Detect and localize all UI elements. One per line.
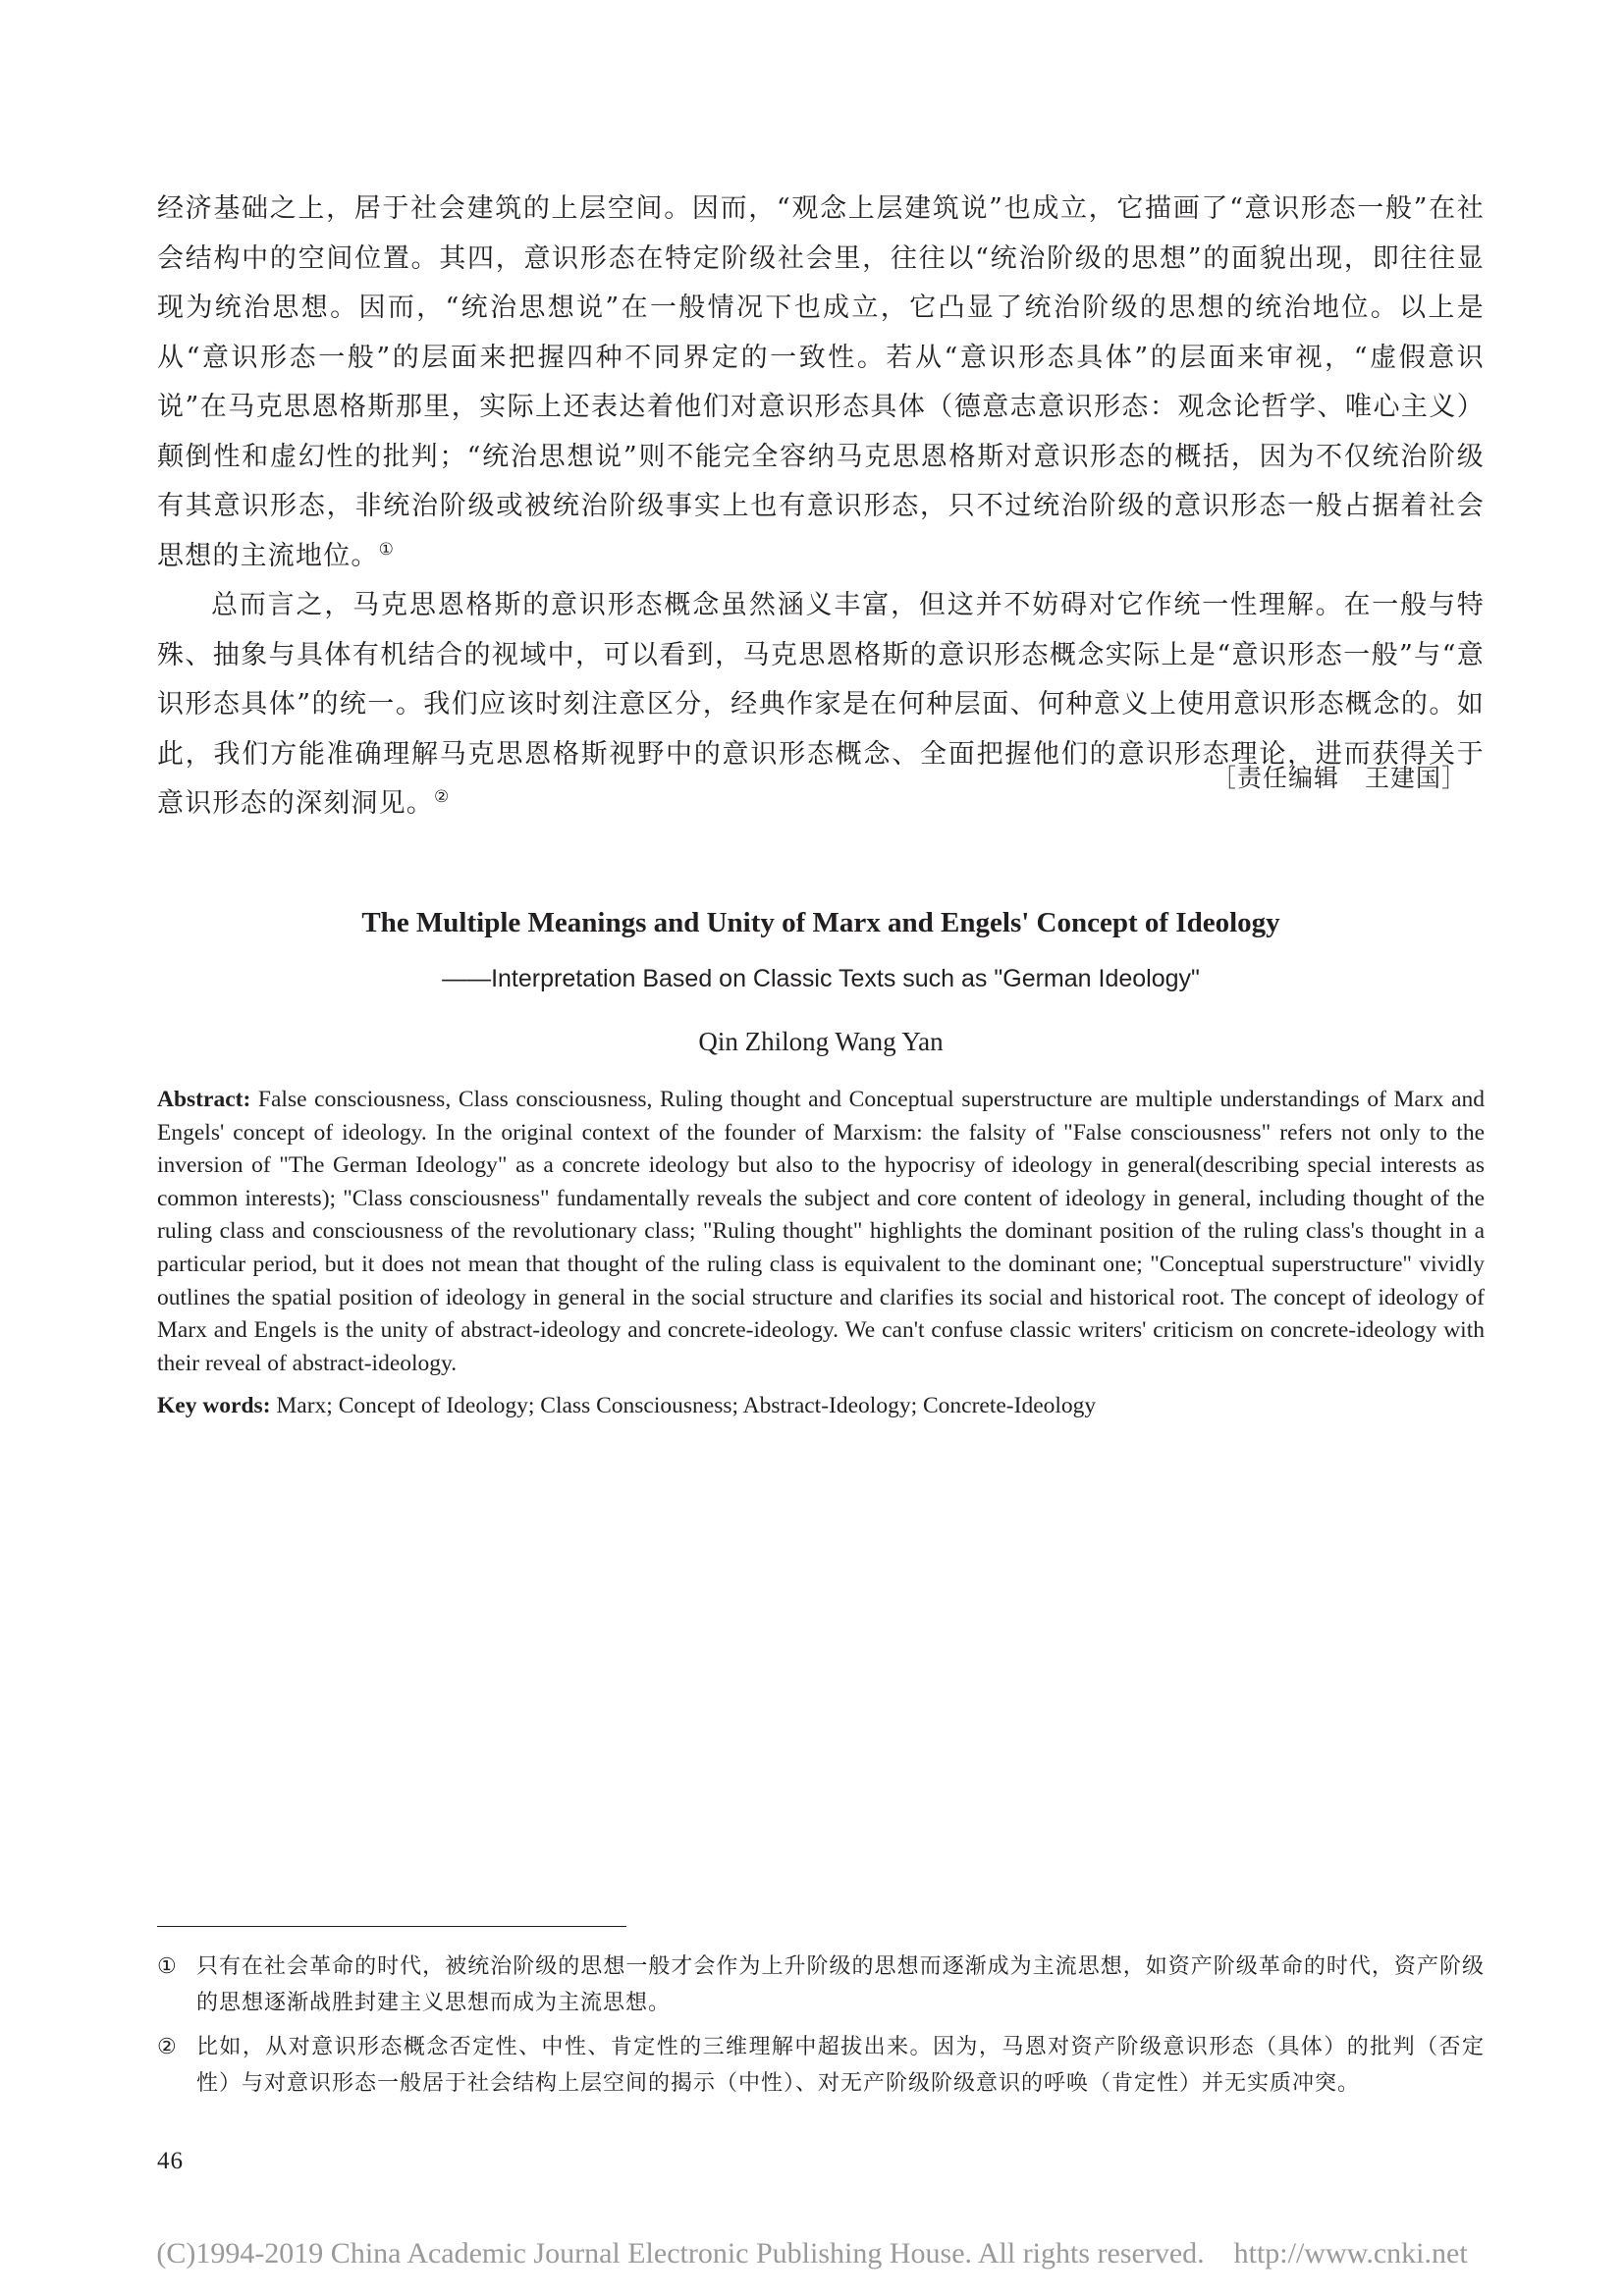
footnote-1 xyxy=(157,1949,1485,2021)
page-number: 46 xyxy=(157,2148,184,2174)
copyright-watermark: (C)1994-2019 China Academic Journal Electronic Publishing House. All rights reserved. http://www.cnki.net xyxy=(156,2237,1468,2269)
keywords-text: Marx; Concept of Ideology; Class Consciousness; Abstract-Ideology; Concrete-Ideology xyxy=(276,1393,1097,1418)
keywords-label: Key words: xyxy=(157,1393,271,1418)
body-text xyxy=(157,185,1485,829)
footnotes xyxy=(157,1949,1485,2109)
footnote-2 xyxy=(157,2029,1485,2102)
footnote-number: ① xyxy=(157,1954,178,1979)
english-title: The Multiple Meanings and Unity of Marx and Engels' Concept of Ideology xyxy=(361,907,1280,938)
english-abstract xyxy=(157,1084,1485,1380)
abstract-text: False consciousness, Class consciousness, Ruling thought and Conceptual superstructure are multiple understandings of Marx and Engels' concept of ideology. In the original context of the founder of Marxism: the falsity of "False consciousness" refers not only to the inversion of "The German Ideology" as a concrete ideology but also to the hypocrisy of ideology in general(describing special interests as common interests); "Class consciousness" fundamentally reveals the subject and core content of ideology in general, including thought of the ruling class and consciousness of the revolutionary class; "Ruling thought" highlights the dominant position of the ruling class's thought in a particular period, but it does not mean that thought of the ruling class is equivalent to the dominant one; "Conceptual superstructure" vividly outlines the spatial position of ideology in general in the social structure and clarifies its social and historical root. The concept of ideology of Marx and Engels is the unity of abstract-ideology and concrete-ideology. We can't confuse classic writers' criticism on concrete-ideology with their reveal of abstract-ideology. xyxy=(157,1087,1485,1376)
footnote-number: ② xyxy=(157,2035,178,2059)
english-keywords xyxy=(157,1390,1485,1423)
responsible-editor: ［责任编辑 王建国］ xyxy=(1211,764,1467,792)
abstract-label: Abstract: xyxy=(157,1087,251,1112)
paragraph-text: 总而言之，马克思恩格斯的意识形态概念虽然涵义丰富，但这并不妨碍对它作统一性理解。在一般与特殊、抽象与具体有机结合的视域中，可以看到，马克思恩格斯的意识形态概念实际上是“意识形态一般”与“意识形态具体”的统一。我们应该时刻注意区分，经典作家是在何种层面、何种意义上使用意识形态概念的。如此，我们方能准确理解马克思恩格斯视野中的意识形态概念、全面把握他们的意识形态理论，进而获得关于意识形态的深刻洞见。 xyxy=(157,590,1485,819)
footnote-text: 只有在社会革命的时代，被统治阶级的思想一般才会作为上升阶级的思想而逐渐成为主流思想，如资产阶级革命的时代，资产阶级的思想逐渐战胜封建主义思想而成为主流思想。 xyxy=(196,1954,1485,2015)
body-paragraph-1 xyxy=(157,185,1485,581)
english-authors: Qin Zhilong Wang Yan xyxy=(698,1027,944,1056)
english-subtitle: ——Interpretation Based on Classic Texts such as "German Ideology" xyxy=(442,965,1200,992)
footnote-ref-2[interactable]: ② xyxy=(434,787,451,807)
footnote-text: 比如，从对意识形态概念否定性、中性、肯定性的三维理解中超拔出来。因为，马恩对资产阶级意识形态（具体）的批判（否定性）与对意识形态一般居于社会结构上层空间的揭示（中性）、对无产阶级阶级意识的呼唤（肯定性）并无实质冲突。 xyxy=(196,2035,1485,2096)
footnote-divider xyxy=(157,1926,626,1927)
paragraph-text: 经济基础之上，居于社会建筑的上层空间。因而，“观念上层建筑说”也成立，它描画了“意识形态一般”在社会结构中的空间位置。其四，意识形态在特定阶级社会里，往往以“统治阶级的思想”的面貌出现，即往往显现为统治思想。因而，“统治思想说”在一般情况下也成立，它凸显了统治阶级的思想的统治地位。以上是从“意识形态一般”的层面来把握四种不同界定的一致性。若从“意识形态具体”的层面来审视，“虚假意识说”在马克思恩格斯那里，实际上还表达着他们对意识形态具体（德意志意识形态：观念论哲学、唯心主义）颠倒性和虚幻性的批判；“统治思想说”则不能完全容纳马克思恩格斯对意识形态的概括，因为不仅统治阶级有其意识形态，非统治阶级或被统治阶级事实上也有意识形态，只不过统治阶级的意识形态一般占据着社会思想的主流地位。 xyxy=(157,193,1485,571)
footnote-ref-1[interactable]: ① xyxy=(378,539,396,560)
